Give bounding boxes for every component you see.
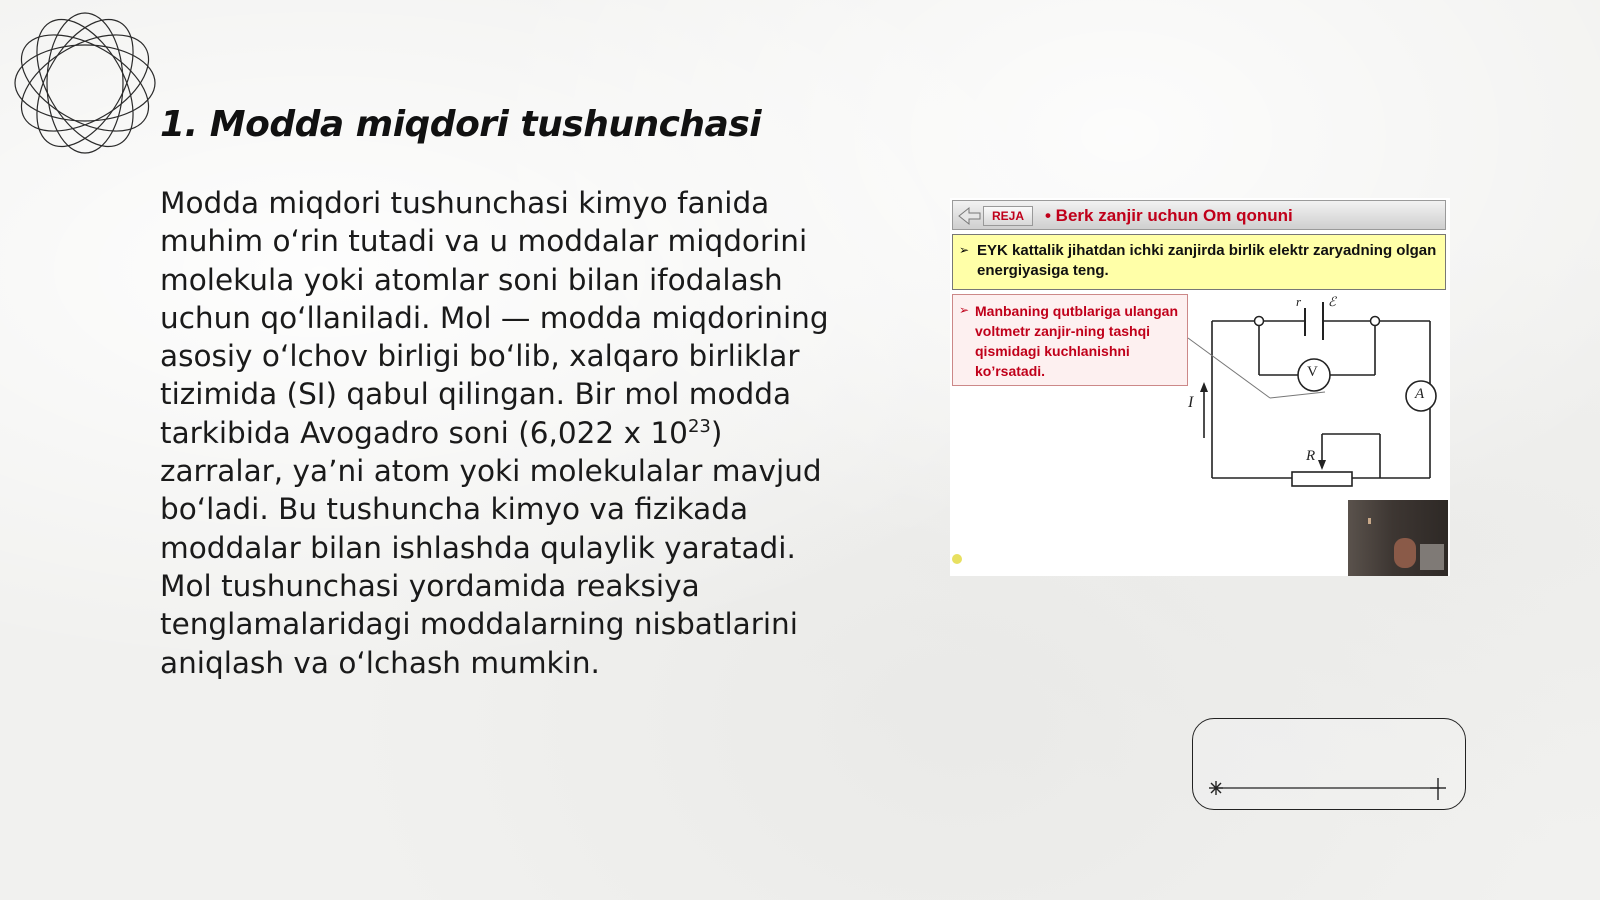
webcam-thumbnail <box>1348 500 1448 576</box>
resistor-icon <box>1292 472 1352 486</box>
body-paragraph <box>160 184 830 682</box>
body-text-part-2: ) zarralar, ya’ni atom yoki molekulalar mavjud bo‘ladi. Bu tushuncha kimyo va fizikada moddalar bilan ishlashda qulaylik yaratadi. Mol tushunchasi yordamida reaksiya tenglamalaridagi moddalarning nisbatlarini aniqlash va o‘lchash mumkin. <box>160 415 822 680</box>
resistor-label: R <box>1306 448 1316 464</box>
body-text-part-1: Modda miqdori tushunchasi kimyo fanida muhim o‘rin tutadi va u moddalar miqdorini molekula yoki atomlar soni bilan ifodalash uchun qo‘llaniladi. Mol — modda miqdorining asosiy o‘lchov birligi bo‘lib, xalqaro birliklar tizimida (SI) qabul qilingan. Bir mol modda tarkibida Avogadro soni (6,022 x 10 <box>160 186 829 450</box>
internal-resistance-label: r <box>1296 294 1302 309</box>
spirograph-logo-icon <box>10 8 160 158</box>
voltmeter-label: V <box>1307 364 1318 380</box>
bullet-arrow-icon: ➢ <box>959 303 970 317</box>
voltmeter-note-text: Manbaning qutblariga ulangan voltmetr zanjir-ning tashqi qismidagi kuchlanishni ko’rsatadi. <box>975 303 1178 379</box>
exponent: 23 <box>687 415 711 437</box>
bullet-arrow-icon: ➢ <box>959 243 970 257</box>
reja-button: REJA <box>983 206 1033 226</box>
ohm-law-title: • Berk zanjir uchun Om qonuni <box>1045 206 1293 225</box>
emf-label: ℰ <box>1328 294 1336 309</box>
ammeter-label: A <box>1415 386 1425 402</box>
timeline-scrubber <box>1192 718 1466 810</box>
slide-title: 1. Modda miqdori tushunchasi <box>160 104 762 145</box>
current-label: I <box>1188 394 1194 411</box>
plus-end-icon <box>1430 778 1446 800</box>
annotation-box <box>1192 718 1466 810</box>
sparkle-icon <box>1209 781 1223 795</box>
cursor-marker-icon <box>952 554 962 564</box>
embedded-slide-image <box>950 198 1450 576</box>
emf-definition-text: EYK kattalik jihatdan ichki zanjirda birlik elektr zaryadning olgan energiyasiga teng. <box>977 242 1437 279</box>
